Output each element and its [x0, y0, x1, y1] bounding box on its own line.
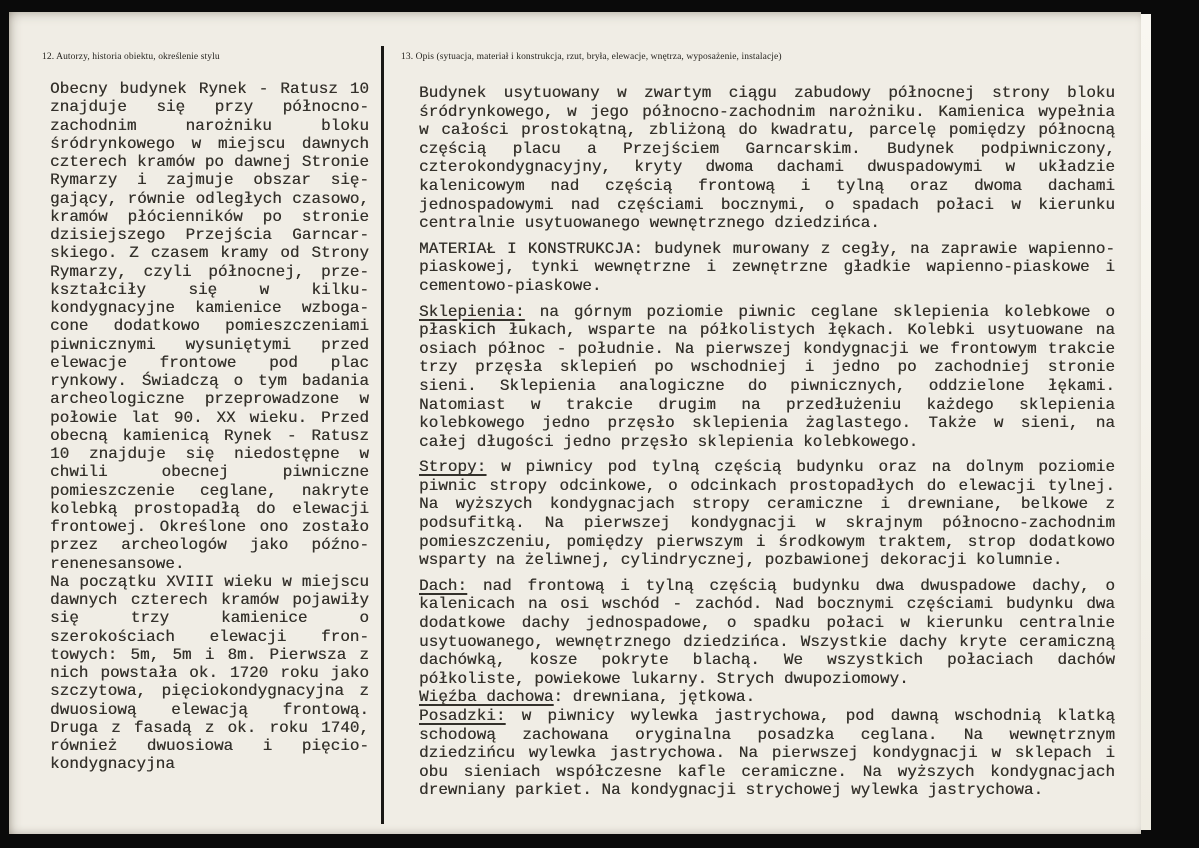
paragraph-vaults — [419, 303, 1115, 452]
text-line: jednospadowymi nad częściami bocznymi, o spadach połaci w kierunku — [419, 195, 1115, 214]
section-heading: Dach: — [419, 576, 468, 595]
paragraph-floors — [419, 707, 1115, 800]
text-line: Rymarzy i zajmuje obszar się- — [50, 171, 369, 190]
paragraph-roof-truss — [419, 688, 1115, 707]
text-line: dachówką, kosze pokryte blachą. We wszystkich połaciach dachów — [419, 651, 1115, 670]
text-line: podsufitką. Na pierwszej kondygnacji w skrajnym północno-zachodnim — [419, 514, 1115, 533]
text-line: szczytowa, pięciokondygnacyjna z — [50, 682, 369, 701]
text-line: Sklepienia: na górnym poziomie piwnic ceglane sklepienia kolebkowe o — [419, 302, 1115, 321]
text-line: półkoliste, powiekowe lukarny. Strych dwupoziomowy. — [419, 669, 909, 688]
text-line: czterech kramów po dawnej Stronie — [50, 153, 369, 171]
text-line: Rymarzy, czyli północnej, prze- — [50, 262, 369, 281]
text-line: kondygnacyjna — [50, 755, 175, 774]
text-line: Stropy: w piwnicy pod tylną częścią budynku oraz na dolnym poziomie — [419, 458, 1115, 477]
paragraph-ceilings — [419, 458, 1115, 570]
text-line: renenesansowe. — [50, 554, 185, 573]
paragraph-history-2 — [50, 573, 369, 774]
text-line: Więźba dachowa: drewniana, jętkowa. — [419, 688, 756, 707]
text-line: 10 znajduje się niedostępne w — [50, 445, 369, 463]
text-line: kształciły się w kilku- — [50, 280, 369, 299]
text-line: się trzy kamienice o — [50, 609, 369, 628]
text-line: zachodnim narożniku bloku — [50, 116, 369, 135]
paragraph-roof — [419, 577, 1115, 689]
text-line: Obecny budynek Rynek - Ratusz 10 — [50, 80, 369, 98]
text-line: kalenicach na osi wschód - zachód. Nad bocznymi częściami budynku dwa — [419, 595, 1115, 614]
text-line: gający, równie odległych czasowo, — [50, 189, 369, 208]
text-line: towych: 5m, 5m i 8m. Pierwsza z — [50, 645, 369, 664]
left-column-header: 12. Autorzy, historia obiektu, określenie stylu — [42, 52, 220, 62]
text-line: chwili obecnej piwniczne — [50, 463, 369, 482]
right-column-header: 13. Opis (sytuacja, materiał i konstrukcja, rzut, bryła, elewacje, wnętrza, wyposażenie, instalacje) — [401, 52, 782, 62]
text-line: piwnicznymi wysuniętymi przed — [50, 335, 369, 354]
text-line: trzy przęsła sklepień po wschodniej i jedno po zachodniej stronie — [419, 358, 1115, 377]
column-divider-rule — [381, 46, 384, 824]
section-heading: Sklepienia: — [419, 302, 525, 321]
text-line: częścią placu a Przejściem Garncarskim. Budynek podpiwniczony, — [419, 139, 1115, 158]
text-line: Na początku XVIII wieku w miejscu — [50, 572, 369, 591]
text-line: pomieszczeniu, pomiędzy pierwszym i środkowym traktem, strop dodatkowo — [419, 532, 1115, 551]
paragraph-history-1 — [50, 80, 369, 573]
paper-edge — [1141, 14, 1151, 830]
text-line: całej długości jedno przęsło sklepienia kolebkowego. — [419, 432, 919, 451]
text-line: archeologiczne przeprowadzone w — [50, 390, 369, 409]
text-line: Natomiast w trakcie drugim na przedłużeniu każdego sklepienia — [419, 395, 1115, 414]
text-line: sieni. Sklepienia analogiczne do piwnicznych, oddzielone łękami. — [419, 376, 1115, 395]
text-line: schodową zachowana oryginalna posadzka ceglana. Na wewnętrznym — [419, 725, 1115, 744]
text-line: usytuowanego, wewnętrznego dziedzińca. Wszystkie dachy kryte ceramiczną — [419, 632, 1115, 651]
text-line: centralnie usytuowanego wewnętrznego dziedzińca. — [419, 214, 880, 233]
document-page — [9, 12, 1141, 834]
left-column-text — [50, 80, 369, 774]
text-line: kolebką prostopadłą do elewacji — [50, 499, 369, 518]
text-line: śródrynkowego w miejscu dawnych — [50, 134, 369, 153]
text-line: również dwuosiowa i pięcio- — [50, 737, 369, 755]
text-line: dwuosiową elewacją frontową. — [50, 700, 369, 719]
text-line: połowie lat 90. XX wieku. Przed — [50, 408, 369, 427]
paragraph-material-construction — [419, 240, 1115, 296]
text-line: Druga z fasadą z ok. roku 1740, — [50, 718, 369, 737]
text-line: frontowej. Określone ono zostało — [50, 518, 369, 536]
text-line: wsparty na żeliwnej, cylindrycznej, pozbawionej dekoracji kolumnie. — [419, 551, 1063, 570]
text-line: nich powstała ok. 1720 roku jako — [50, 664, 369, 682]
text-line: dawnych czterech kramów pojawiły — [50, 591, 369, 609]
text-line: skiego. Z czasem kramy od Strony — [50, 244, 369, 263]
section-heading: Posadzki: — [419, 707, 506, 725]
text-line: dziedzińcu wylewka jastrychowa. Na pierwszej kondygnacji w sklepach i — [419, 744, 1115, 763]
text-line: obu sieniach współczesne kafle ceramiczne. Na wyższych kondygnacjach — [419, 762, 1115, 781]
paragraph-situation — [419, 84, 1115, 233]
text-line: cone dodatkowo pomieszczeniami — [50, 317, 369, 336]
text-line: Posadzki: w piwnicy wylewka jastrychowa, pod dawną wschodnią klatką — [419, 707, 1115, 725]
text-line: płaskich łukach, wsparte na półkolistych łękach. Kolebki usytuowane na — [419, 321, 1115, 340]
text-line: kramów płócienników po stronie — [50, 207, 369, 226]
text-line: drewniany parkiet. Na kondygnacji strychowej wylewka jastrychowa. — [419, 781, 1044, 800]
text-line: obecną kamienicą Rynek - Ratusz — [50, 426, 369, 445]
text-line: Na wyższych kondygnacjach stropy ceramiczne i drewniane, belkowe z — [419, 495, 1115, 514]
text-line: kolebkowego jedno przęsło sklepienia żaglastego. Także w sieni, na — [419, 414, 1115, 433]
text-line: piaskowej, tynki wewnętrzne i zewnętrzne gładkie wapienno-piaskowe i — [419, 258, 1115, 277]
text-line: elewacje frontowe pod plac — [50, 353, 369, 372]
text-line: kondygnacyjne kamienice wzboga- — [50, 299, 369, 317]
text-line: w całości prostokątną, zbliżoną do kwadratu, parcelę pomiędzy północną — [419, 121, 1115, 140]
text-line: pomieszczenie ceglane, nakryte — [50, 481, 369, 500]
text-line: znajduje się przy północno- — [50, 98, 369, 117]
section-heading: Więźba dachowa — [419, 688, 554, 707]
text-line: Budynek usytuowany w zwartym ciągu zabudowy północnej strony bloku — [419, 84, 1115, 102]
text-line: dodatkowe dachy jednospadowe, o spadku połaci w kierunku centralnie — [419, 614, 1115, 633]
text-line: przez archeologów jako późno- — [50, 536, 369, 555]
right-column-text — [419, 84, 1115, 800]
text-line: osiach północ - południe. Na pierwszej kondygnacji we frontowym trakcie — [419, 339, 1115, 358]
text-line: Dach: nad frontową i tylną częścią budynku dwa dwuspadowe dachy, o — [419, 576, 1115, 595]
text-line: piwnic stropy odcinkowe, o odcinkach prostopadłych do elewacji tylnej. — [419, 476, 1115, 495]
text-line: dzisiejszego Przejścia Garncar- — [50, 226, 369, 244]
text-line: szerokościach elewacji fron- — [50, 627, 369, 646]
text-line: czterokondygnacyjny, kryty dwoma dachami dwuspadowymi w układzie — [419, 158, 1115, 177]
section-heading: Stropy: — [419, 458, 487, 477]
text-line: kalenicowym nad częścią frontową i tylną oraz dwoma dachami — [419, 176, 1115, 195]
text-line: cementowo-piaskowe. — [419, 276, 602, 295]
text-line: śródrynkowego, w jego północno-zachodnim narożniku. Kamienica wypełnia — [419, 102, 1115, 121]
text-line: MATERIAŁ I KONSTRUKCJA: budynek murowany z cegły, na zaprawie wapienno- — [419, 239, 1115, 258]
text-line: rynkowy. Świadczą o tym badania — [50, 372, 369, 390]
